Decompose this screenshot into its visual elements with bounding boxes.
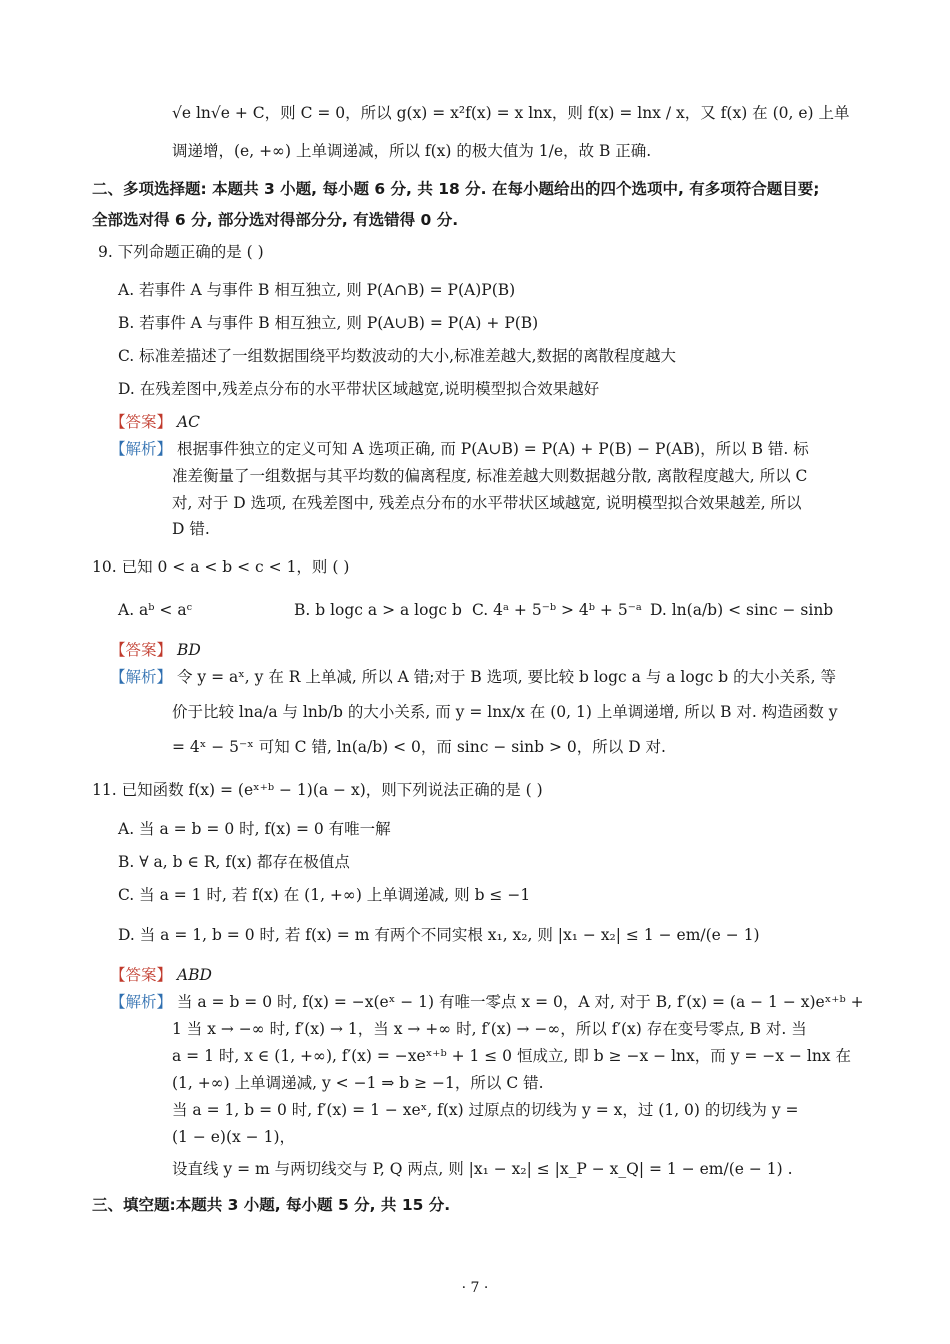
- option-c: C. 标准差描述了一组数据围绕平均数波动的大小,标准差越大,数据的离散程度越大: [118, 347, 677, 365]
- explain-text: a = 1 时, x ∈ (1, +∞), f′(x) = −xeˣ⁺ᵇ + 1 ≤ 0 恒成立, 即 b ≥ −x − lnx，而 y = −x − lnx 在: [172, 1047, 851, 1065]
- explain-text: (1 − e)(x − 1)，: [172, 1128, 296, 1146]
- option-c: C. 4ᵃ + 5⁻ᵇ > 4ᵇ + 5⁻ᵃ: [472, 601, 642, 619]
- answer-line: [110, 641, 201, 660]
- explain-label: 【解析】: [110, 440, 173, 458]
- explain-text: 设直线 y = m 与两切线交与 P, Q 两点, 则 |x₁ − x₂| ≤ |x_P − x_Q| = 1 − em/(e − 1) .: [172, 1160, 793, 1178]
- answer-label: 【答案】: [110, 641, 173, 659]
- option-c: C. 当 a = 1 时, 若 f(x) 在 (1, +∞) 上单调递减, 则 b ≤ −1: [118, 886, 531, 904]
- explain-text: 当 a = 1, b = 0 时, f′(x) = 1 − xeˣ, f(x) 过原点的切线为 y = x，过 (1, 0) 的切线为 y =: [172, 1101, 799, 1119]
- explain-line: [110, 668, 836, 687]
- option-d: D. ln(a/b) < sinc − sinb: [650, 601, 834, 619]
- explain-text: 令 y = aˣ, y 在 R 上单减, 所以 A 错;对于 B 选项, 要比较 b logc a 与 a logc b 的大小关系, 等: [176, 668, 836, 686]
- question-stem: 9. 下列命题正确的是 ( ): [98, 243, 264, 261]
- explain-text: (1, +∞) 上单调递减, y < −1 ⇒ b ≥ −1，所以 C 错.: [172, 1074, 544, 1092]
- explain-text: 价于比较 lna/a 与 lnb/b 的大小关系, 而 y = lnx/x 在 (0, 1) 上单调递增, 所以 B 对. 构造函数 y: [172, 703, 838, 721]
- text-line: √e ln√e + C，则 C = 0，所以 g(x) = x²f(x) = x lnx，则 f(x) = lnx / x，又 f(x) 在 (0, e) 上单: [172, 104, 850, 122]
- question-stem: 10. 已知 0 < a < b < c < 1，则 ( ): [92, 558, 350, 576]
- answer-value: AC: [176, 413, 201, 431]
- option-a: A. 若事件 A 与事件 B 相互独立, 则 P(A∩B) = P(A)P(B): [118, 281, 516, 299]
- answer-label: 【答案】: [110, 413, 173, 431]
- section-heading: 三、填空题:本题共 3 小题, 每小题 5 分, 共 15 分.: [92, 1196, 451, 1214]
- explain-label: 【解析】: [110, 993, 173, 1011]
- option-d: D. 在残差图中,残差点分布的水平带状区域越宽,说明模型拟合效果越好: [118, 380, 600, 398]
- explain-label: 【解析】: [110, 668, 173, 686]
- answer-value: BD: [176, 641, 201, 659]
- option-a: A. aᵇ < aᶜ: [118, 601, 192, 619]
- answer-label: 【答案】: [110, 966, 173, 984]
- option-b: B. 若事件 A 与事件 B 相互独立, 则 P(A∪B) = P(A) + P(B): [118, 314, 539, 332]
- explain-line: [110, 993, 864, 1012]
- answer-value: ABD: [176, 966, 212, 984]
- question-stem: 11. 已知函数 f(x) = (eˣ⁺ᵇ − 1)(a − x)，则下列说法正确的是 ( ): [92, 781, 543, 799]
- option-d: D. 当 a = 1, b = 0 时, 若 f(x) = m 有两个不同实根 x₁, x₂, 则 |x₁ − x₂| ≤ 1 − em/(e − 1): [118, 926, 760, 944]
- explain-text: 根据事件独立的定义可知 A 选项正确, 而 P(A∪B) = P(A) + P(B) − P(AB)，所以 B 错. 标: [176, 440, 809, 458]
- option-b: B. b logc a > a logc b: [294, 601, 462, 619]
- option-a: A. 当 a = b = 0 时, f(x) = 0 有唯一解: [118, 820, 391, 838]
- answer-line: [110, 966, 212, 985]
- explain-text: = 4ˣ − 5⁻ˣ 可知 C 错, ln(a/b) < 0，而 sinc − sinb > 0，所以 D 对.: [172, 738, 666, 756]
- page-number: · 7 ·: [461, 1280, 489, 1296]
- answer-line: [110, 413, 200, 432]
- explain-text: 当 a = b = 0 时, f(x) = −x(eˣ − 1) 有唯一零点 x = 0，A 对, 对于 B, f′(x) = (a − 1 − x)eˣ⁺ᵇ +: [176, 993, 864, 1011]
- explain-text: D 错.: [172, 520, 210, 538]
- explain-text: 1 当 x → −∞ 时, f′(x) → 1，当 x → +∞ 时, f′(x) → −∞，所以 f′(x) 存在变号零点, B 对. 当: [172, 1020, 807, 1038]
- option-b: B. ∀ a, b ∈ R, f(x) 都存在极值点: [118, 853, 350, 871]
- explain-text: 准差衡量了一组数据与其平均数的偏离程度, 标准差越大则数据越分散, 离散程度越大, 所以 C: [172, 467, 808, 485]
- section-heading: 二、多项选择题: 本题共 3 小题, 每小题 6 分, 共 18 分. 在每小题给出的四个选项中, 有多项符合题目要;: [92, 180, 820, 198]
- explain-text: 对, 对于 D 选项, 在残差图中, 残差点分布的水平带状区域越宽, 说明模型拟合效果越差, 所以: [172, 494, 802, 512]
- text-line: 调递增，(e, +∞) 上单调递减，所以 f(x) 的极大值为 1/e，故 B 正确.: [172, 142, 652, 160]
- explain-line: [110, 440, 809, 459]
- section-heading: 全部选对得 6 分, 部分选对得部分分, 有选错得 0 分.: [92, 211, 459, 229]
